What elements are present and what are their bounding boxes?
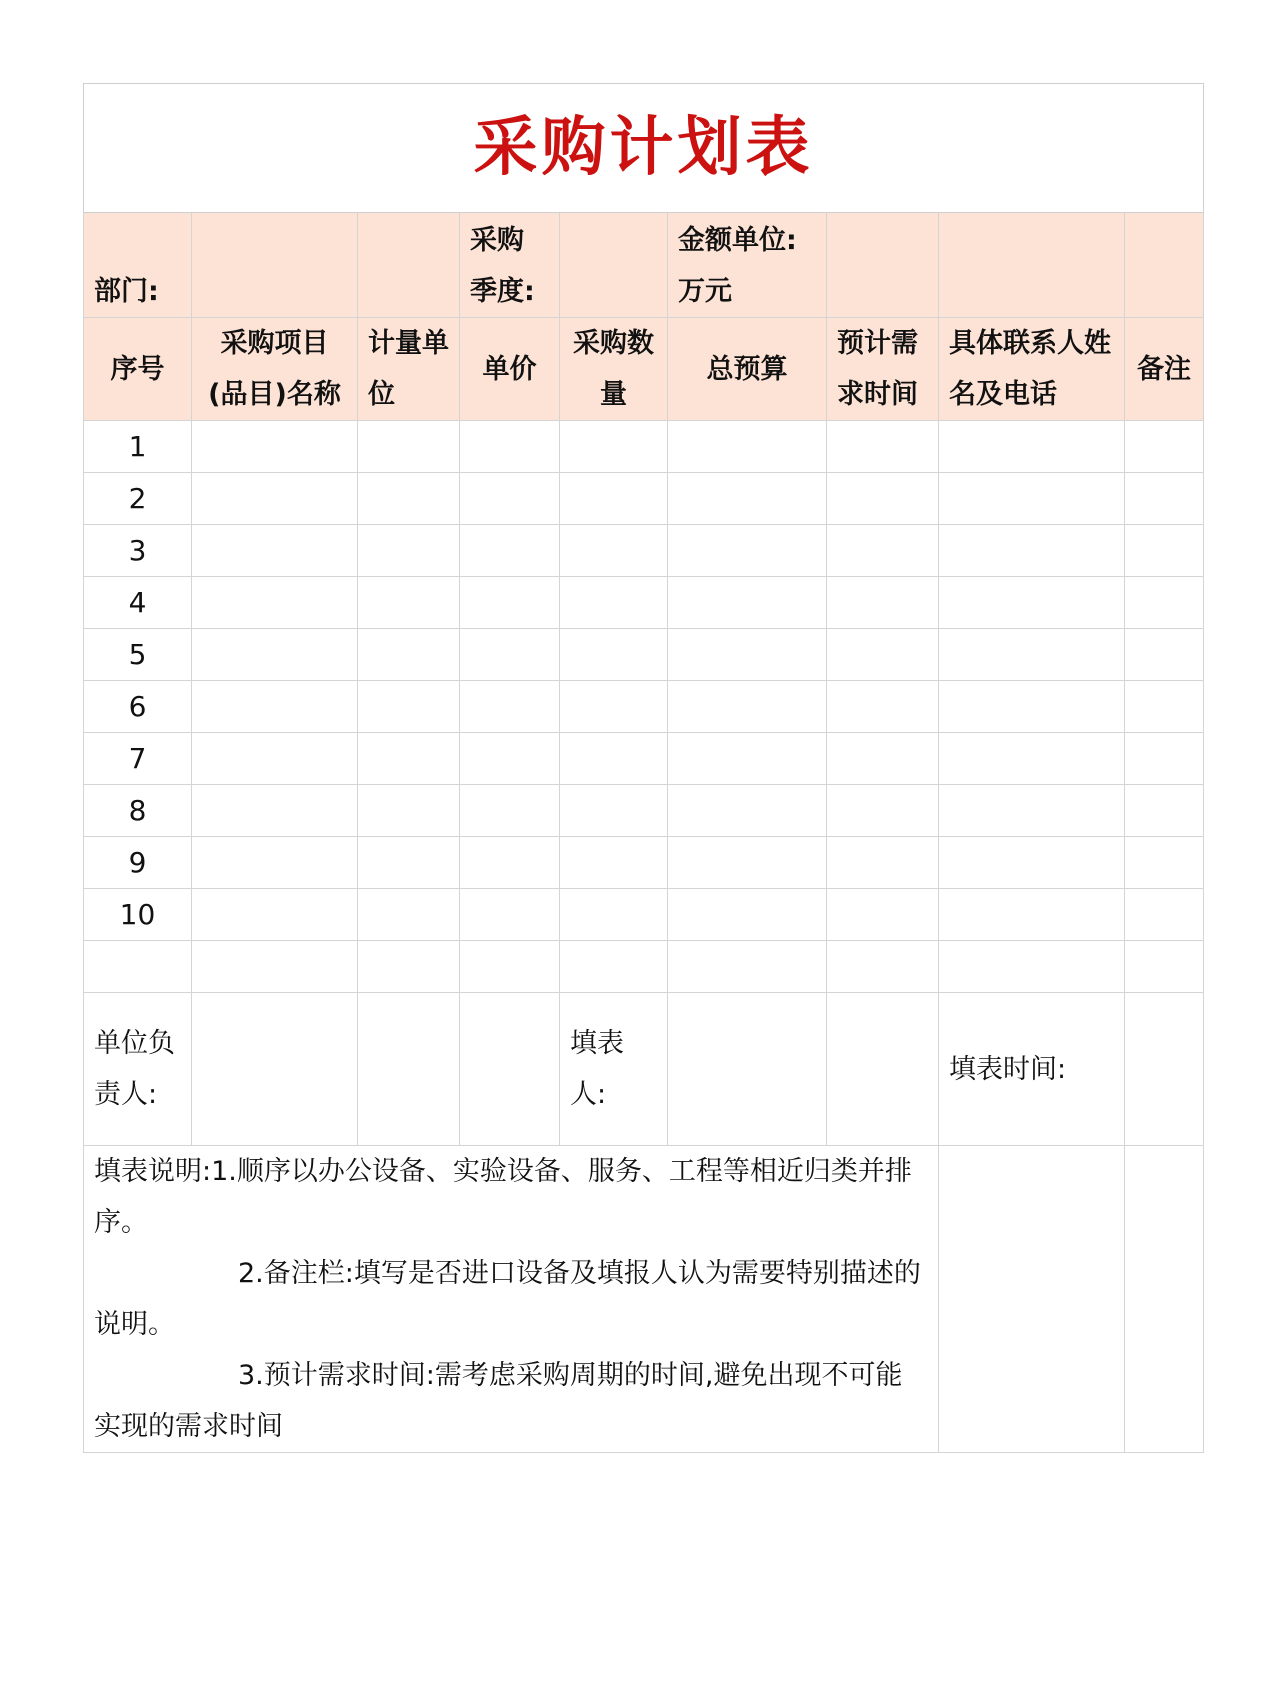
- cell[interactable]: [84, 941, 192, 993]
- quarter-label: 采购季度:: [460, 213, 560, 318]
- meta-blank-cell: [939, 213, 1125, 318]
- cell[interactable]: [1125, 577, 1204, 629]
- unit-head-field[interactable]: [192, 993, 358, 1146]
- cell[interactable]: [939, 733, 1125, 785]
- row-number: 6: [84, 681, 192, 733]
- cell[interactable]: [460, 629, 560, 681]
- cell[interactable]: [560, 629, 668, 681]
- cell[interactable]: [827, 733, 939, 785]
- cell[interactable]: [827, 941, 939, 993]
- row-number: 8: [84, 785, 192, 837]
- cell[interactable]: [560, 941, 668, 993]
- cell[interactable]: [560, 837, 668, 889]
- procurement-plan-sheet: [83, 83, 1203, 1453]
- cell[interactable]: [358, 525, 460, 577]
- fill-time-label: 填表时间:: [939, 993, 1125, 1146]
- cell[interactable]: [939, 889, 1125, 941]
- cell[interactable]: [827, 473, 939, 525]
- cell[interactable]: [939, 629, 1125, 681]
- filler-field[interactable]: [668, 993, 827, 1146]
- cell[interactable]: [668, 733, 827, 785]
- procurement-plan-table: [83, 83, 1204, 1453]
- table-row: [84, 629, 1204, 681]
- cell[interactable]: [827, 889, 939, 941]
- cell[interactable]: [939, 681, 1125, 733]
- cell[interactable]: [460, 525, 560, 577]
- cell[interactable]: [460, 733, 560, 785]
- cell[interactable]: [192, 837, 358, 889]
- cell[interactable]: [668, 837, 827, 889]
- cell[interactable]: [192, 525, 358, 577]
- row-number: 2: [84, 473, 192, 525]
- table-row: [84, 421, 1204, 473]
- cell[interactable]: [192, 681, 358, 733]
- cell[interactable]: [827, 525, 939, 577]
- header-item-name: 采购项目(品目)名称: [192, 318, 358, 421]
- cell[interactable]: [827, 577, 939, 629]
- instruction-line-3-wrap: [94, 1350, 928, 1452]
- column-header-row: [84, 318, 1204, 421]
- table-row: [84, 837, 1204, 889]
- row-number: 3: [84, 525, 192, 577]
- table-row: [84, 473, 1204, 525]
- cell[interactable]: [1125, 629, 1204, 681]
- cell[interactable]: [192, 421, 358, 473]
- cell[interactable]: [939, 577, 1125, 629]
- amount-unit-label: 金额单位:万元: [668, 213, 827, 318]
- cell[interactable]: [668, 941, 827, 993]
- table-row-blank: [84, 941, 1204, 993]
- cell[interactable]: [358, 681, 460, 733]
- cell[interactable]: [358, 837, 460, 889]
- cell[interactable]: [560, 577, 668, 629]
- table-row: [84, 525, 1204, 577]
- cell[interactable]: [1125, 889, 1204, 941]
- cell[interactable]: [560, 889, 668, 941]
- row-number: 9: [84, 837, 192, 889]
- header-total-budget: 总预算: [668, 318, 827, 421]
- table-row: [84, 889, 1204, 941]
- cell[interactable]: [560, 681, 668, 733]
- row-number: 4: [84, 577, 192, 629]
- header-contact: 具体联系人姓名及电话: [939, 318, 1125, 421]
- meta-blank-cell: [358, 213, 460, 318]
- cell[interactable]: [1125, 525, 1204, 577]
- cell[interactable]: [192, 577, 358, 629]
- cell[interactable]: [668, 785, 827, 837]
- cell[interactable]: [827, 681, 939, 733]
- row-number: 7: [84, 733, 192, 785]
- cell[interactable]: [1125, 837, 1204, 889]
- cell[interactable]: [460, 681, 560, 733]
- cell[interactable]: [827, 629, 939, 681]
- cell[interactable]: [460, 889, 560, 941]
- cell[interactable]: [460, 993, 560, 1146]
- cell[interactable]: [1125, 733, 1204, 785]
- cell[interactable]: [460, 473, 560, 525]
- cell[interactable]: [1125, 681, 1204, 733]
- signature-row: [84, 993, 1204, 1146]
- cell[interactable]: [1125, 1146, 1204, 1453]
- notes-row: [84, 1146, 1204, 1453]
- cell[interactable]: [1125, 941, 1204, 993]
- page-title: 采购计划表: [84, 84, 1204, 213]
- cell[interactable]: [460, 577, 560, 629]
- instructions: [84, 1146, 939, 1453]
- meta-row: [84, 213, 1204, 318]
- cell[interactable]: [560, 733, 668, 785]
- cell[interactable]: [939, 421, 1125, 473]
- department-field[interactable]: [192, 213, 358, 318]
- cell[interactable]: [460, 941, 560, 993]
- header-quantity: 采购数量: [560, 318, 668, 421]
- cell[interactable]: [192, 473, 358, 525]
- cell[interactable]: [668, 421, 827, 473]
- cell[interactable]: [827, 993, 939, 1146]
- cell[interactable]: [668, 473, 827, 525]
- cell[interactable]: [358, 733, 460, 785]
- cell[interactable]: [939, 525, 1125, 577]
- table-row: [84, 785, 1204, 837]
- cell[interactable]: [192, 785, 358, 837]
- fill-time-field[interactable]: [1125, 993, 1204, 1146]
- cell[interactable]: [460, 421, 560, 473]
- cell[interactable]: [1125, 473, 1204, 525]
- meta-blank-cell: [827, 213, 939, 318]
- quarter-field[interactable]: [560, 213, 668, 318]
- cell[interactable]: [560, 525, 668, 577]
- cell[interactable]: [827, 785, 939, 837]
- cell[interactable]: [939, 785, 1125, 837]
- cell[interactable]: [827, 837, 939, 889]
- cell[interactable]: [668, 525, 827, 577]
- cell[interactable]: [1125, 785, 1204, 837]
- cell[interactable]: [939, 473, 1125, 525]
- cell[interactable]: [560, 473, 668, 525]
- instruction-line-3: 3.预计需求时间:需考虑采购周期的时间,避免出现不可能实现的需求时间: [94, 1360, 903, 1442]
- row-number: 10: [84, 889, 192, 941]
- instruction-line-2: 2.备注栏:填写是否进口设备及填报人认为需要特别描述的说明。: [94, 1258, 921, 1340]
- cell[interactable]: [358, 629, 460, 681]
- header-expected-time: 预计需求时间: [827, 318, 939, 421]
- meta-blank-cell: [1125, 213, 1204, 318]
- instruction-line-1: 填表说明:1.顺序以办公设备、实验设备、服务、工程等相近归类并排序。: [94, 1156, 912, 1238]
- cell[interactable]: [358, 941, 460, 993]
- cell[interactable]: [192, 941, 358, 993]
- cell[interactable]: [358, 785, 460, 837]
- cell[interactable]: [939, 941, 1125, 993]
- row-number: 5: [84, 629, 192, 681]
- cell[interactable]: [358, 889, 460, 941]
- unit-head-label: 单位负责人:: [84, 993, 192, 1146]
- cell[interactable]: [460, 837, 560, 889]
- cell[interactable]: [192, 629, 358, 681]
- cell[interactable]: [668, 629, 827, 681]
- department-label: 部门:: [84, 213, 192, 318]
- cell[interactable]: [668, 577, 827, 629]
- cell[interactable]: [668, 889, 827, 941]
- header-unit-price: 单价: [460, 318, 560, 421]
- cell[interactable]: [939, 1146, 1125, 1453]
- table-row: [84, 733, 1204, 785]
- cell[interactable]: [192, 733, 358, 785]
- cell[interactable]: [668, 681, 827, 733]
- cell[interactable]: [460, 785, 560, 837]
- header-remarks: 备注: [1125, 318, 1204, 421]
- instruction-line-2-wrap: [94, 1248, 928, 1350]
- cell[interactable]: [560, 421, 668, 473]
- cell[interactable]: [192, 889, 358, 941]
- header-seq: 序号: [84, 318, 192, 421]
- cell[interactable]: [1125, 421, 1204, 473]
- table-row: [84, 681, 1204, 733]
- cell[interactable]: [358, 577, 460, 629]
- cell[interactable]: [358, 993, 460, 1146]
- header-unit: 计量单位: [358, 318, 460, 421]
- filler-label: 填表人:: [560, 993, 668, 1146]
- cell[interactable]: [827, 421, 939, 473]
- table-row: [84, 577, 1204, 629]
- cell[interactable]: [358, 473, 460, 525]
- cell[interactable]: [560, 785, 668, 837]
- row-number: 1: [84, 421, 192, 473]
- cell[interactable]: [358, 421, 460, 473]
- cell[interactable]: [939, 837, 1125, 889]
